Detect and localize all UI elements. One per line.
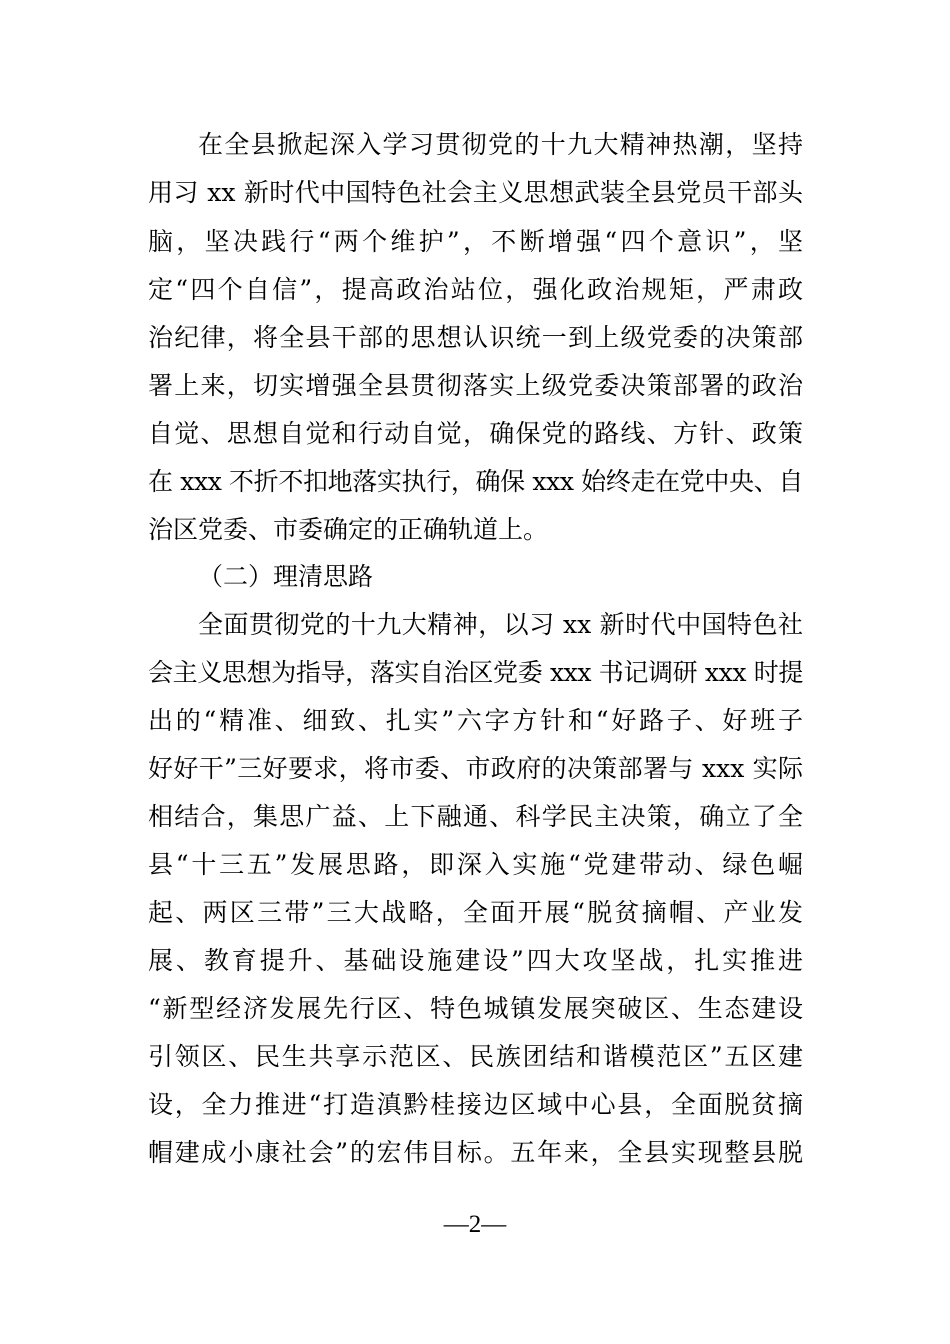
paragraph-line: “新型经济发展先行区、特色城镇发展突破区、生态建设 xyxy=(148,994,803,1023)
paragraph-line: 用习 xx 新时代中国特色社会主义思想武装全县党员干部头 xyxy=(148,178,803,207)
paragraph-line: 引领区、民生共享示范区、民族团结和谐模范区”五区建 xyxy=(148,1042,803,1071)
paragraph-line: 会主义思想为指导，落实自治区党委 xxx 书记调研 xxx 时提 xyxy=(148,658,803,687)
paragraph-line: 自觉、思想自觉和行动自觉，确保党的路线、方针、政策 xyxy=(148,419,803,448)
page-number: —2— xyxy=(443,1211,507,1238)
section-heading: （二）理清思路 xyxy=(198,562,374,591)
paragraph-line: 好好干”三好要求，将市委、市政府的决策部署与 xxx 实际 xyxy=(148,754,803,783)
paragraph-line: 帽建成小康社会”的宏伟目标。五年来，全县实现整县脱 xyxy=(148,1138,803,1167)
paragraph-line: 相结合，集思广益、上下融通、科学民主决策，确立了全 xyxy=(148,802,803,831)
paragraph-line: 起、两区三带”三大战略，全面开展“脱贫摘帽、产业发 xyxy=(148,898,803,927)
paragraph-line: 定“四个自信”，提高政治站位，强化政治规矩，严肃政 xyxy=(148,275,803,304)
paragraph-line: 出的“精准、细致、扎实”六字方针和“好路子、好班子 xyxy=(148,706,803,735)
paragraph-line: 治纪律，将全县干部的思想认识统一到上级党委的决策部 xyxy=(148,323,803,352)
paragraph-line: 治区党委、市委确定的正确轨道上。 xyxy=(148,515,549,544)
paragraph-line: 脑，坚决践行“两个维护”，不断增强“四个意识”，坚 xyxy=(148,227,803,256)
paragraph-line: 署上来，切实增强全县贯彻落实上级党委决策部署的政治 xyxy=(148,371,803,400)
paragraph-line: 设，全力推进“打造滇黔桂接边区域中心县，全面脱贫摘 xyxy=(148,1090,803,1119)
paragraph-line: 展、教育提升、基础设施建设”四大攻坚战，扎实推进 xyxy=(148,946,803,975)
paragraph-line: 在 xxx 不折不扣地落实执行，确保 xxx 始终走在党中央、自 xyxy=(148,467,803,496)
paragraph-line: 县“十三五”发展思路，即深入实施“党建带动、绿色崛 xyxy=(148,850,803,879)
paragraph-line: 全面贯彻党的十九大精神，以习 xx 新时代中国特色社 xyxy=(198,610,803,639)
paragraph-line: 在全县掀起深入学习贯彻党的十九大精神热潮，坚持 xyxy=(198,130,803,159)
